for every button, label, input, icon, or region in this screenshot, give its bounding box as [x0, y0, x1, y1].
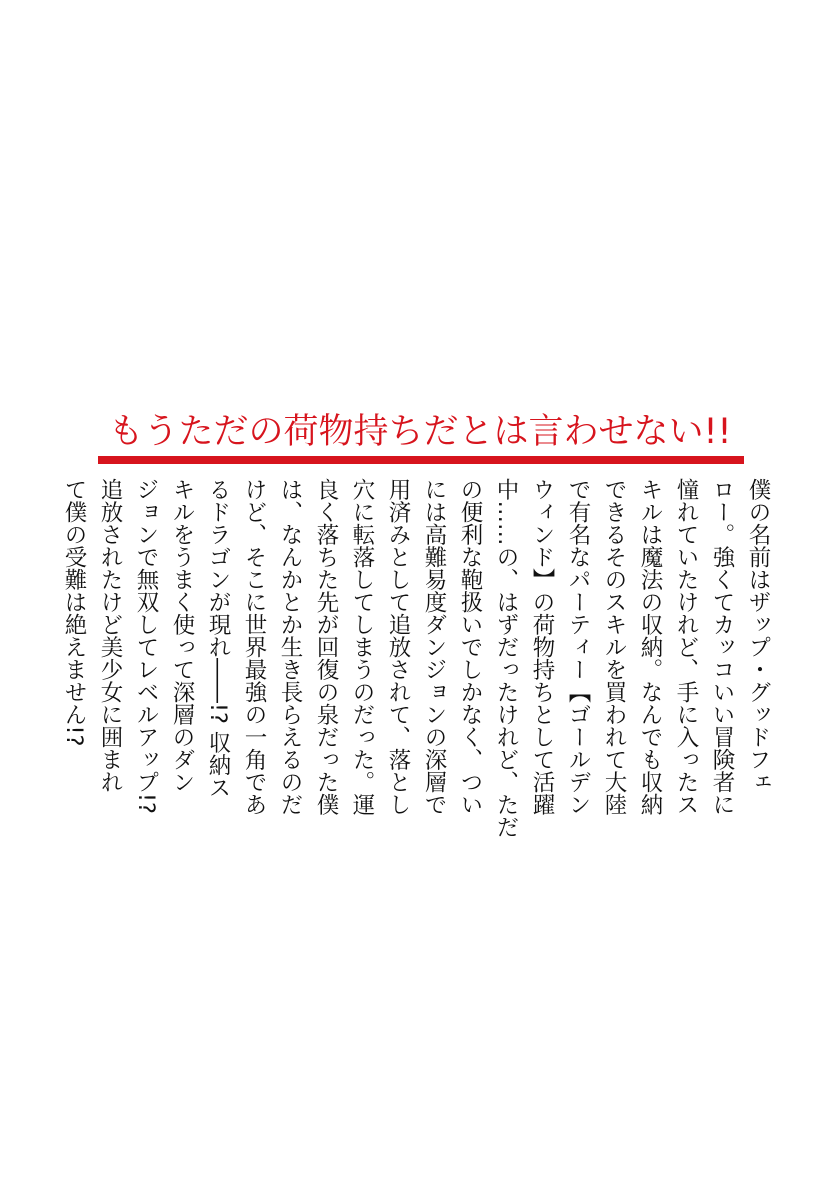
synopsis-line: で有名なパーティー【ゴールデン — [565, 478, 591, 816]
synopsis-line: の便利な鞄扱いでしかなく、つい — [457, 478, 483, 816]
synopsis-line: は、なんかとか生き長らえるのだ — [277, 478, 303, 816]
synopsis-line: ウィンド】の荷物持ちとして活躍 — [529, 478, 555, 816]
synopsis-line: キルは魔法の収納。なんでも収納 — [637, 478, 663, 816]
headline-rule — [98, 456, 744, 464]
synopsis-line: できるそのスキルを買われて大陸 — [601, 478, 627, 816]
synopsis-line: て僕の受難は絶えません!? — [61, 478, 87, 747]
synopsis-line: 良く落ちた先が回復の泉だった僕 — [313, 478, 339, 816]
synopsis-line: 僕の名前はザップ・グッドフェ — [745, 478, 771, 793]
synopsis-line: 憧れていたけれど、手に入ったス — [673, 478, 699, 816]
synopsis-line: ロー。強くてカッコいい冒険者に — [709, 478, 735, 816]
synopsis-line: キルをうまく使って深層のダン — [169, 478, 195, 793]
synopsis-line: 追放されたけど美少女に囲まれ — [97, 478, 123, 793]
synopsis-text — [61, 478, 776, 850]
synopsis-line: るドラゴンが現れ――!? 収納ス — [205, 478, 231, 799]
synopsis-line: 用済みとして追放されて、落とし — [385, 478, 411, 816]
synopsis-line: ジョンで無双してレベルアップ!? — [133, 478, 159, 814]
synopsis-line: 穴に転落してしまうのだった。運 — [349, 478, 375, 816]
synopsis-line: 中……の、はずだったけれど、ただ — [493, 478, 519, 838]
synopsis-line: には高難易度ダンジョンの深層で — [421, 478, 447, 816]
headline: もうただの荷物持ちだとは言わせない!! — [108, 412, 732, 452]
synopsis-line: けど、そこに世界最強の一角であ — [241, 478, 267, 816]
headline-rule-bar — [98, 456, 744, 464]
